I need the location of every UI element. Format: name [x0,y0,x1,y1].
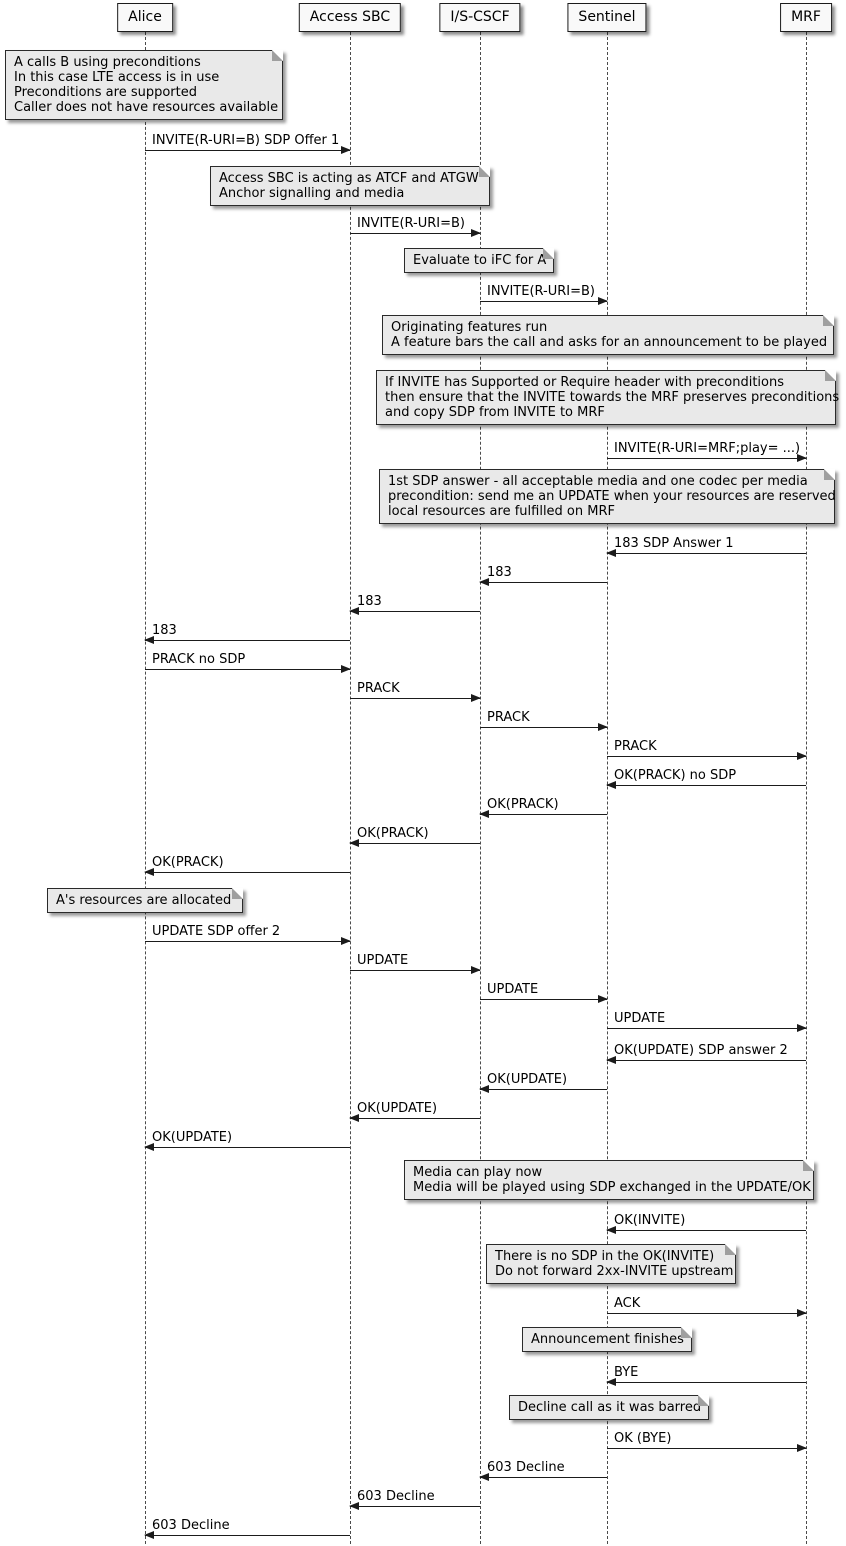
message-line [145,872,350,873]
message-line [607,553,806,554]
message-label: OK(PRACK) [357,826,429,841]
message [607,768,806,789]
note-fold-icon [272,50,283,61]
note [47,888,243,913]
note-fold-icon [543,248,554,259]
message-label: OK(UPDATE) SDP answer 2 [614,1043,788,1058]
arrowhead-icon [471,229,481,237]
arrowhead-icon [598,723,608,731]
note-line: A's resources are allocated [56,893,232,908]
message-line [145,1147,350,1148]
lifeline-alice [145,32,146,1544]
message-label: OK(UPDATE) [357,1101,438,1116]
message-line [480,727,607,728]
message-line [145,669,350,670]
message-label: 603 Decline [487,1460,565,1475]
message [607,1431,806,1452]
message-label: OK (BYE) [614,1431,672,1446]
note [210,166,490,206]
message-line [607,1028,806,1029]
arrowhead-icon [598,297,608,305]
message [350,216,480,237]
message [607,1213,806,1234]
lifeline-access-sbc [350,32,351,1544]
note-fold-icon [479,166,490,177]
message-label: INVITE(R-URI=MRF;play= ...) [614,441,801,456]
message-line [607,756,806,757]
arrowhead-icon [606,1056,616,1064]
message-label: PRACK no SDP [152,652,246,667]
note-line: Evaluate to iFC for A [413,253,547,268]
message-line [480,1089,607,1090]
message [350,1101,480,1122]
message [350,953,480,974]
message [145,1518,350,1539]
arrowhead-icon [606,781,616,789]
message-line [607,1313,806,1314]
participant-access-sbc: Access SBC [299,3,401,32]
message-line [607,1382,806,1383]
arrowhead-icon [606,549,616,557]
note-line: and copy SDP from INVITE to MRF [385,405,605,420]
message-line [350,1118,480,1119]
arrowhead-icon [606,1378,616,1386]
message [480,1460,607,1481]
message [145,855,350,876]
note [509,1395,709,1420]
arrowhead-icon [479,1085,489,1093]
arrowhead-icon [349,607,359,615]
message-label: PRACK [487,710,530,725]
message [480,797,607,818]
note-line: Originating features run [391,320,548,335]
message [607,1043,806,1064]
note-fold-icon [825,370,836,381]
arrowhead-icon [797,1444,807,1452]
message-line [145,640,350,641]
message-label: 183 [487,565,512,580]
note-line: Preconditions are supported [14,85,197,100]
message-label: INVITE(R-URI=B) [487,284,595,299]
message-label: BYE [614,1365,639,1380]
arrowhead-icon [479,578,489,586]
message [350,681,480,702]
note-line: 1st SDP answer - all acceptable media and one codec per media [388,474,808,489]
message [607,1365,806,1386]
message-label: INVITE(R-URI=B) [357,216,465,231]
message-label: UPDATE [487,982,539,997]
note-line: Caller does not have resources available [14,100,279,115]
note-line: A feature bars the call and asks for an announcement to be played [391,335,828,350]
note-line: precondition: send me an UPDATE when your resources are reserved [388,489,836,504]
message [350,826,480,847]
note-line: Access SBC is acting as ATCF and ATGW [219,171,479,186]
message [480,1072,607,1093]
arrowhead-icon [471,966,481,974]
message-line [607,1060,806,1061]
message [145,1130,350,1151]
arrowhead-icon [144,868,154,876]
message [145,924,350,945]
message [607,739,806,760]
arrowhead-icon [341,146,351,154]
message-line [350,1506,480,1507]
message [145,623,350,644]
message-line [607,1230,806,1231]
message-label: OK(UPDATE) [152,1130,233,1145]
note-line: Decline call as it was barred [518,1400,702,1415]
message-label: PRACK [614,739,657,754]
arrowhead-icon [144,1143,154,1151]
message-label: OK(PRACK) [487,797,559,812]
note-fold-icon [725,1244,736,1255]
message-label: 183 [357,594,382,609]
message [607,441,806,462]
message-label: UPDATE [614,1011,666,1026]
note-line: If INVITE has Supported or Require header with preconditions [385,375,785,390]
participant-is-cscf: I/S-CSCF [439,3,520,32]
arrowhead-icon [349,839,359,847]
note [522,1327,692,1352]
message [607,536,806,557]
message-label: UPDATE [357,953,409,968]
message-line [350,611,480,612]
note [486,1244,736,1284]
message [480,710,607,731]
arrowhead-icon [797,454,807,462]
participant-mrf: MRF [780,3,832,32]
message-line [480,999,607,1000]
message [145,652,350,673]
note [404,248,554,273]
note [376,370,840,425]
participant-alice: Alice [117,3,173,32]
note-fold-icon [698,1395,709,1406]
message-line [480,814,607,815]
message [350,594,480,615]
message-label: 183 SDP Answer 1 [614,536,734,551]
note-line: A calls B using preconditions [14,55,201,70]
note [404,1160,814,1200]
note-fold-icon [232,888,243,899]
message-line [350,843,480,844]
note-line: Media will be played using SDP exchanged in the UPDATE/OK [413,1180,811,1195]
message-label: UPDATE SDP offer 2 [152,924,281,939]
message-label: OK(INVITE) [614,1213,686,1228]
message-line [607,785,806,786]
message-label: OK(UPDATE) [487,1072,568,1087]
message [480,565,607,586]
message-label: INVITE(R-URI=B) SDP Offer 1 [152,133,340,148]
arrowhead-icon [341,937,351,945]
note [5,50,283,120]
message-line [350,233,480,234]
message-label: 603 Decline [357,1489,435,1504]
arrowhead-icon [144,1531,154,1539]
message [480,982,607,1003]
note-line: In this case LTE access is in use [14,70,220,85]
message-label: OK(PRACK) [152,855,224,870]
message-label: 183 [152,623,177,638]
note [382,315,834,355]
arrowhead-icon [797,1024,807,1032]
arrowhead-icon [479,1473,489,1481]
message [145,133,350,154]
message-line [145,941,350,942]
message-line [480,301,607,302]
message-label: ACK [614,1296,641,1311]
note-fold-icon [824,469,835,480]
message [607,1011,806,1032]
note-fold-icon [803,1160,814,1171]
message [350,1489,480,1510]
arrowhead-icon [349,1502,359,1510]
message-line [480,582,607,583]
arrowhead-icon [471,694,481,702]
message-line [480,1477,607,1478]
message-line [607,458,806,459]
note-line: Announcement finishes [531,1332,684,1347]
note-fold-icon [823,315,834,326]
arrowhead-icon [797,752,807,760]
note-line: There is no SDP in the OK(INVITE) [495,1249,715,1264]
message [480,284,607,305]
message-line [607,1448,806,1449]
note-line: Anchor signalling and media [219,186,405,201]
arrowhead-icon [606,1226,616,1234]
arrowhead-icon [349,1114,359,1122]
message-line [145,150,350,151]
arrowhead-icon [144,636,154,644]
note-line: local resources are fulfilled on MRF [388,504,615,519]
arrowhead-icon [479,810,489,818]
message-label: PRACK [357,681,400,696]
lifeline-mrf [806,32,807,1544]
arrowhead-icon [341,665,351,673]
message-label: 603 Decline [152,1518,230,1533]
note [379,469,835,524]
message-line [350,970,480,971]
participant-sentinel: Sentinel [567,3,646,32]
message-label: OK(PRACK) no SDP [614,768,737,783]
note-line: Media can play now [413,1165,543,1180]
note-line: Do not forward 2xx-INVITE upstream [495,1264,734,1279]
note-line: then ensure that the INVITE towards the MRF preserves preconditions [385,390,840,405]
note-fold-icon [681,1327,692,1338]
arrowhead-icon [598,995,608,1003]
message [607,1296,806,1317]
message-line [145,1535,350,1536]
arrowhead-icon [797,1309,807,1317]
message-line [350,698,480,699]
